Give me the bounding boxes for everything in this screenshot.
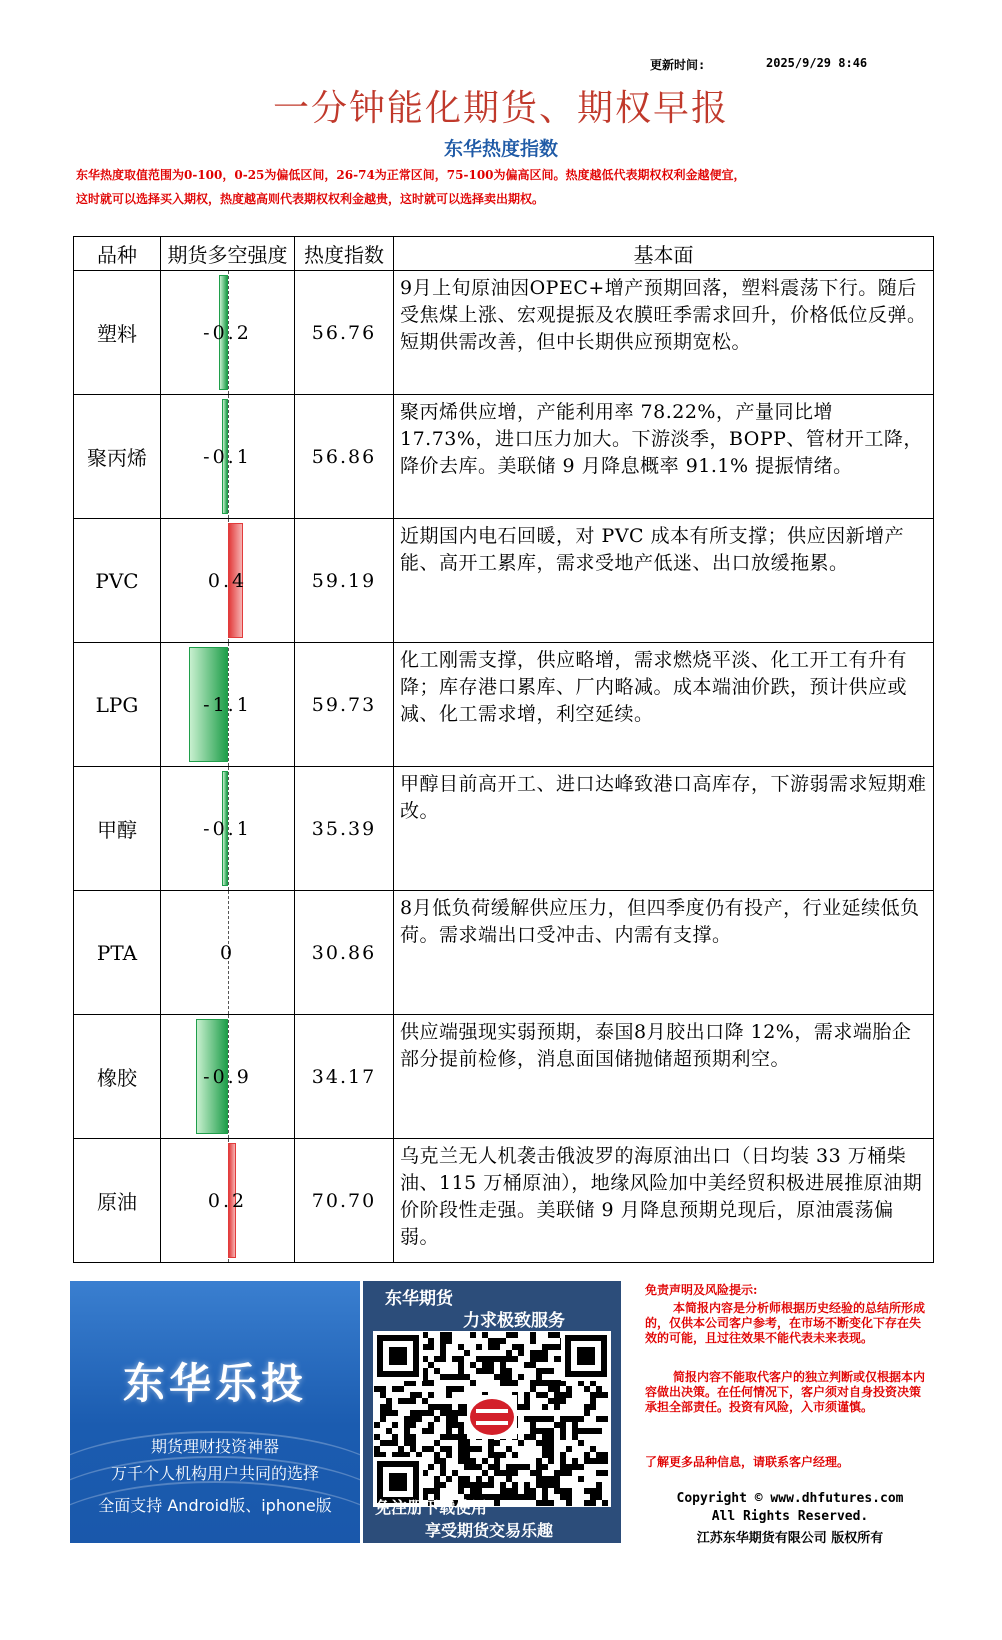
promo-line1: 期货理财投资神器 xyxy=(150,1437,279,1456)
page-title: 一分钟能化期货、期权早报 xyxy=(272,88,729,129)
variety-name: 甲醇 xyxy=(74,767,161,891)
table-row xyxy=(74,643,934,767)
fundamentals-text: 8月低负荷缓解供应压力，但四季度仍有投产，行业延续低负荷。需求端出口受冲击、内需有支撑。 xyxy=(394,891,934,1015)
heat-index: 34.17 xyxy=(295,1015,394,1139)
disclaimer-p2: 简报内容不能取代客户的独立判断或仅根据本内容做出决策。在任何情况下，客户须对自身投资决策承担全部责任。投资有风险，入市须谨慎。 xyxy=(645,1370,926,1414)
table-row xyxy=(74,1139,934,1263)
strength-value: 0 xyxy=(219,941,236,964)
morning-report-table xyxy=(73,236,934,1263)
fundamentals-text: 聚丙烯供应增，产能利用率 78.22%，产量同比增 17.73%，进口压力加大。下游淡季，BOPP、管材开工降，降价去库。美联储 9 月降息概率 91.1% 提振情绪。 xyxy=(394,395,934,519)
disclaimer-contact: 了解更多品种信息，请联系客户经理。 xyxy=(645,1455,850,1469)
disclaimer-title: 免责声明及风险提示: xyxy=(645,1283,758,1297)
strength-cell xyxy=(161,767,295,891)
header-fundamentals: 基本面 xyxy=(394,237,934,271)
variety-name: LPG xyxy=(74,643,161,767)
promo-logo: 东华乐投 xyxy=(122,1359,307,1408)
header-variety: 品种 xyxy=(74,237,161,271)
variety-name: 原油 xyxy=(74,1139,161,1263)
heat-index: 35.39 xyxy=(295,767,394,891)
variety-name: PVC xyxy=(74,519,161,643)
strength-value: -0.9 xyxy=(203,1065,252,1088)
header-strength: 期货多空强度 xyxy=(161,237,295,271)
update-time: 2025/9/29 8:46 xyxy=(766,56,868,70)
strength-cell xyxy=(161,519,295,643)
header-heat: 热度指数 xyxy=(295,237,394,271)
heat-index: 59.73 xyxy=(295,643,394,767)
heat-note-line2: 这时就可以选择买入期权，热度越高则代表期权权利金越贵，这时就可以选择卖出期权。 xyxy=(76,192,545,206)
fundamentals-text: 供应端强现实弱预期，泰国8月胶出口降 12%，需求端胎企部分提前检修，消息面国储抛储超预期利空。 xyxy=(394,1015,934,1139)
promo-line2: 万千个人机构用户共同的选择 xyxy=(110,1464,319,1483)
company: 江苏东华期货有限公司 版权所有 xyxy=(696,1531,884,1546)
update-label: 更新时间: xyxy=(650,58,706,72)
heat-index: 59.19 xyxy=(295,519,394,643)
heat-index: 70.70 xyxy=(295,1139,394,1263)
table-row xyxy=(74,1015,934,1139)
table-row xyxy=(74,767,934,891)
qr-head1: 东华期货 xyxy=(385,1289,453,1309)
strength-cell xyxy=(161,271,295,395)
table-row xyxy=(74,271,934,395)
variety-name: 塑料 xyxy=(74,271,161,395)
strength-value: -0.2 xyxy=(203,321,252,344)
strength-value: 0.2 xyxy=(207,1189,248,1212)
qr-panel xyxy=(363,1281,621,1543)
heat-index: 30.86 xyxy=(295,891,394,1015)
table-row xyxy=(74,891,934,1015)
qr-foot2: 享受期货交易乐趣 xyxy=(425,1521,554,1540)
variety-name: PTA xyxy=(74,891,161,1015)
strength-cell xyxy=(161,643,295,767)
fundamentals-text: 化工刚需支撑，供应略增，需求燃烧平淡、化工开工有升有降；库存港口累库、厂内略减。成本端油价跌，预计供应或减、化工需求增，利空延续。 xyxy=(394,643,934,767)
rights: All Rights Reserved. xyxy=(711,1509,869,1524)
fundamentals-text: 近期国内电石回暖，对 PVC 成本有所支撑；供应因新增产能、高开工累库，需求受地产低迷、出口放缓拖累。 xyxy=(394,519,934,643)
page-subtitle: 东华热度指数 xyxy=(443,138,558,160)
table-row xyxy=(74,519,934,643)
strength-cell xyxy=(161,1015,295,1139)
heat-index: 56.86 xyxy=(295,395,394,519)
qr-code-icon[interactable] xyxy=(373,1331,611,1507)
table-header-row xyxy=(74,237,934,271)
qr-foot1: 免注册下载使用 xyxy=(375,1498,488,1517)
copyright: Copyright © www.dhfutures.com xyxy=(676,1491,904,1506)
variety-name: 聚丙烯 xyxy=(74,395,161,519)
disclaimer-p1: 本简报内容是分析师根据历史经验的总结所形成的，仅供本公司客户参考，在市场不断变化下存在失效的可能，且过往效果不能代表未来表现。 xyxy=(645,1301,926,1345)
fundamentals-text: 乌克兰无人机袭击俄波罗的海原油出口（日均装 33 万桶柴油、115 万桶原油），地缘风险加中美经贸积极进展推原油期价阶段性走强。美联储 9 月降息预期兑现后，原油震荡偏弱。 xyxy=(394,1139,934,1263)
variety-name: 橡胶 xyxy=(74,1015,161,1139)
fundamentals-text: 9月上旬原油因OPEC+增产预期回落，塑料震荡下行。随后受焦煤上涨、宏观提振及农膜旺季需求回升，价格低位反弹。短期供需改善，但中长期供应预期宽松。 xyxy=(394,271,934,395)
strength-cell xyxy=(161,1139,295,1263)
strength-value: -1.1 xyxy=(203,693,252,716)
fundamentals-text: 甲醇目前高开工、进口达峰致港口高库存，下游弱需求短期难改。 xyxy=(394,767,934,891)
strength-value: 0.4 xyxy=(207,569,248,592)
strength-cell xyxy=(161,891,295,1015)
strength-cell xyxy=(161,395,295,519)
table-row xyxy=(74,395,934,519)
promo-line3: 全面支持 Android版、iphone版 xyxy=(98,1496,332,1515)
qr-head2: 力求极致服务 xyxy=(463,1311,565,1331)
heat-index: 56.76 xyxy=(295,271,394,395)
strength-value: -0.1 xyxy=(203,445,252,468)
app-promo-banner[interactable] xyxy=(70,1281,360,1543)
heat-note-line1: 东华热度取值范围为0-100，0-25为偏低区间，26-74为正常区间，75-100为偏高区间。热度越低代表期权权利金越便宜， xyxy=(76,168,746,182)
strength-value: -0.1 xyxy=(203,817,252,840)
